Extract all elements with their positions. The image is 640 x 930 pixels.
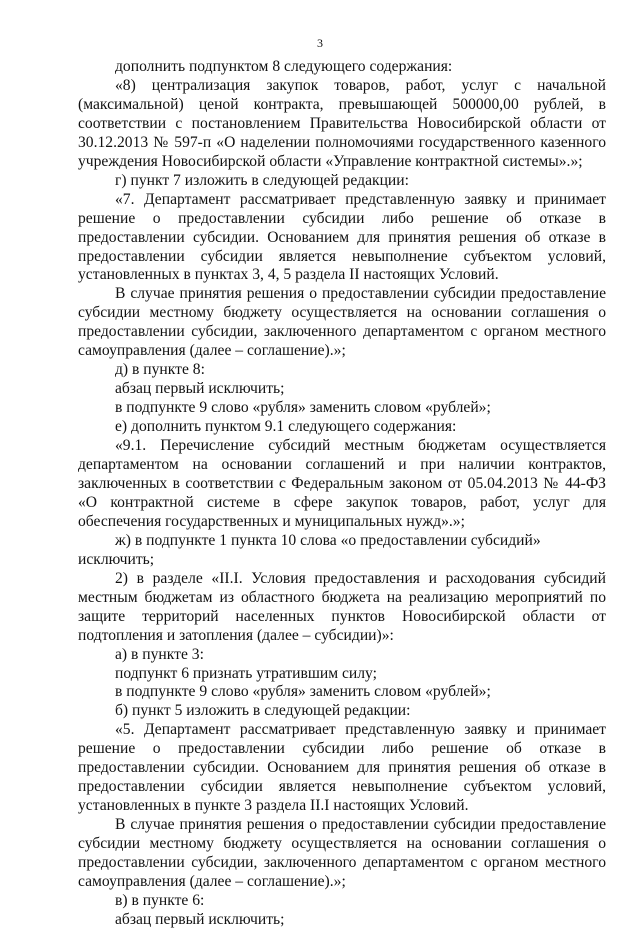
paragraph: в) в пункте 6: (115, 891, 205, 909)
paragraph: подпункт 6 признать утратившим силу; (115, 664, 377, 682)
paragraph: в подпункте 9 слово «рубля» заменить словом «рублей»; (115, 399, 491, 417)
paragraph: 2) в разделе «II.I. Условия предоставления и расходования субсидий местным бюджетам из областного бюджета на реализацию мероприятий по защите территорий населенных пунктов Новосибирской области от подтопления и затопления (далее – субсидии)»: (78, 569, 606, 644)
paragraph: абзац первый исключить; (115, 910, 285, 928)
paragraph: «9.1. Перечисление субсидий местным бюджетам осуществляется департаментом на основании соглашений и при наличии контрактов, заключенных в соответствии с Федеральным законом от 05.04.2013 № 44-ФЗ «О контрактной системе в сфере закупок товаров, работ, услуг для обеспечения государственных и муниципальных нужд».»; (78, 437, 606, 530)
paragraph: ж) в подпункте 1 пункта 10 слова «о предоставлении субсидий» исключить; (78, 531, 541, 568)
paragraph: в подпункте 9 слово «рубля» заменить словом «рублей»; (115, 683, 491, 701)
document-body (78, 58, 606, 930)
paragraph: дополнить подпунктом 8 следующего содержания: (115, 58, 453, 75)
paragraph: В случае принятия решения о предоставлении субсидии предоставление субсидии местному бюджету осуществляется на основании соглашения о предоставлении субсидии, заключенного департаментом с органом местного самоуправления (далее – соглашение).»; (78, 285, 606, 360)
paragraph: «5. Департамент рассматривает представленную заявку и принимает решение о предоставлении субсидии либо решение об отказе в предоставлении субсидии. Основанием для принятия решения об отказе в предоставлении субсидии является невыполнение субъектом условий, установленных в пункте 3 раздела II.I настоящих Условий. (78, 721, 606, 815)
paragraph: д) в пункте 8: (115, 361, 205, 379)
paragraph: е) дополнить пунктом 9.1 следующего содержания: (115, 418, 457, 436)
paragraph: В случае принятия решения о предоставлении субсидии предоставление субсидии местному бюджету осуществляется на основании соглашения о предоставлении субсидии, заключенного департаментом с органом местного самоуправления (далее – соглашение).»; (78, 816, 606, 890)
paragraph: «7. Департамент рассматривает представленную заявку и принимает решение о предоставлении субсидии либо решение об отказе в предоставлении субсидии. Основанием для принятия решения об отказе в предоставлении субсидии является невыполнение субъектом условий, установленных в пунктах 3, 4, 5 раздела II настоящих Условий. (78, 190, 606, 284)
paragraph: а) в пункте 3: (115, 645, 204, 663)
paragraph: г) пункт 7 изложить в следующей редакции: (115, 171, 409, 189)
paragraph: абзац первый исключить; (115, 380, 285, 398)
paragraph: «8) централизация закупок товаров, работ, услуг с начальной (максимальной) ценой контракта, превышающей 500000,00 рублей, в соответствии с постановлением Правительства Новосибирской области от 30.12.2013 № 597-п «О наделении полномочиями государственного казенного учреждения Новосибирской области «Управление контрактной системы».»; (78, 76, 606, 170)
page-number: 3 (317, 36, 323, 50)
paragraph: б) пункт 5 изложить в следующей редакции: (115, 702, 411, 720)
